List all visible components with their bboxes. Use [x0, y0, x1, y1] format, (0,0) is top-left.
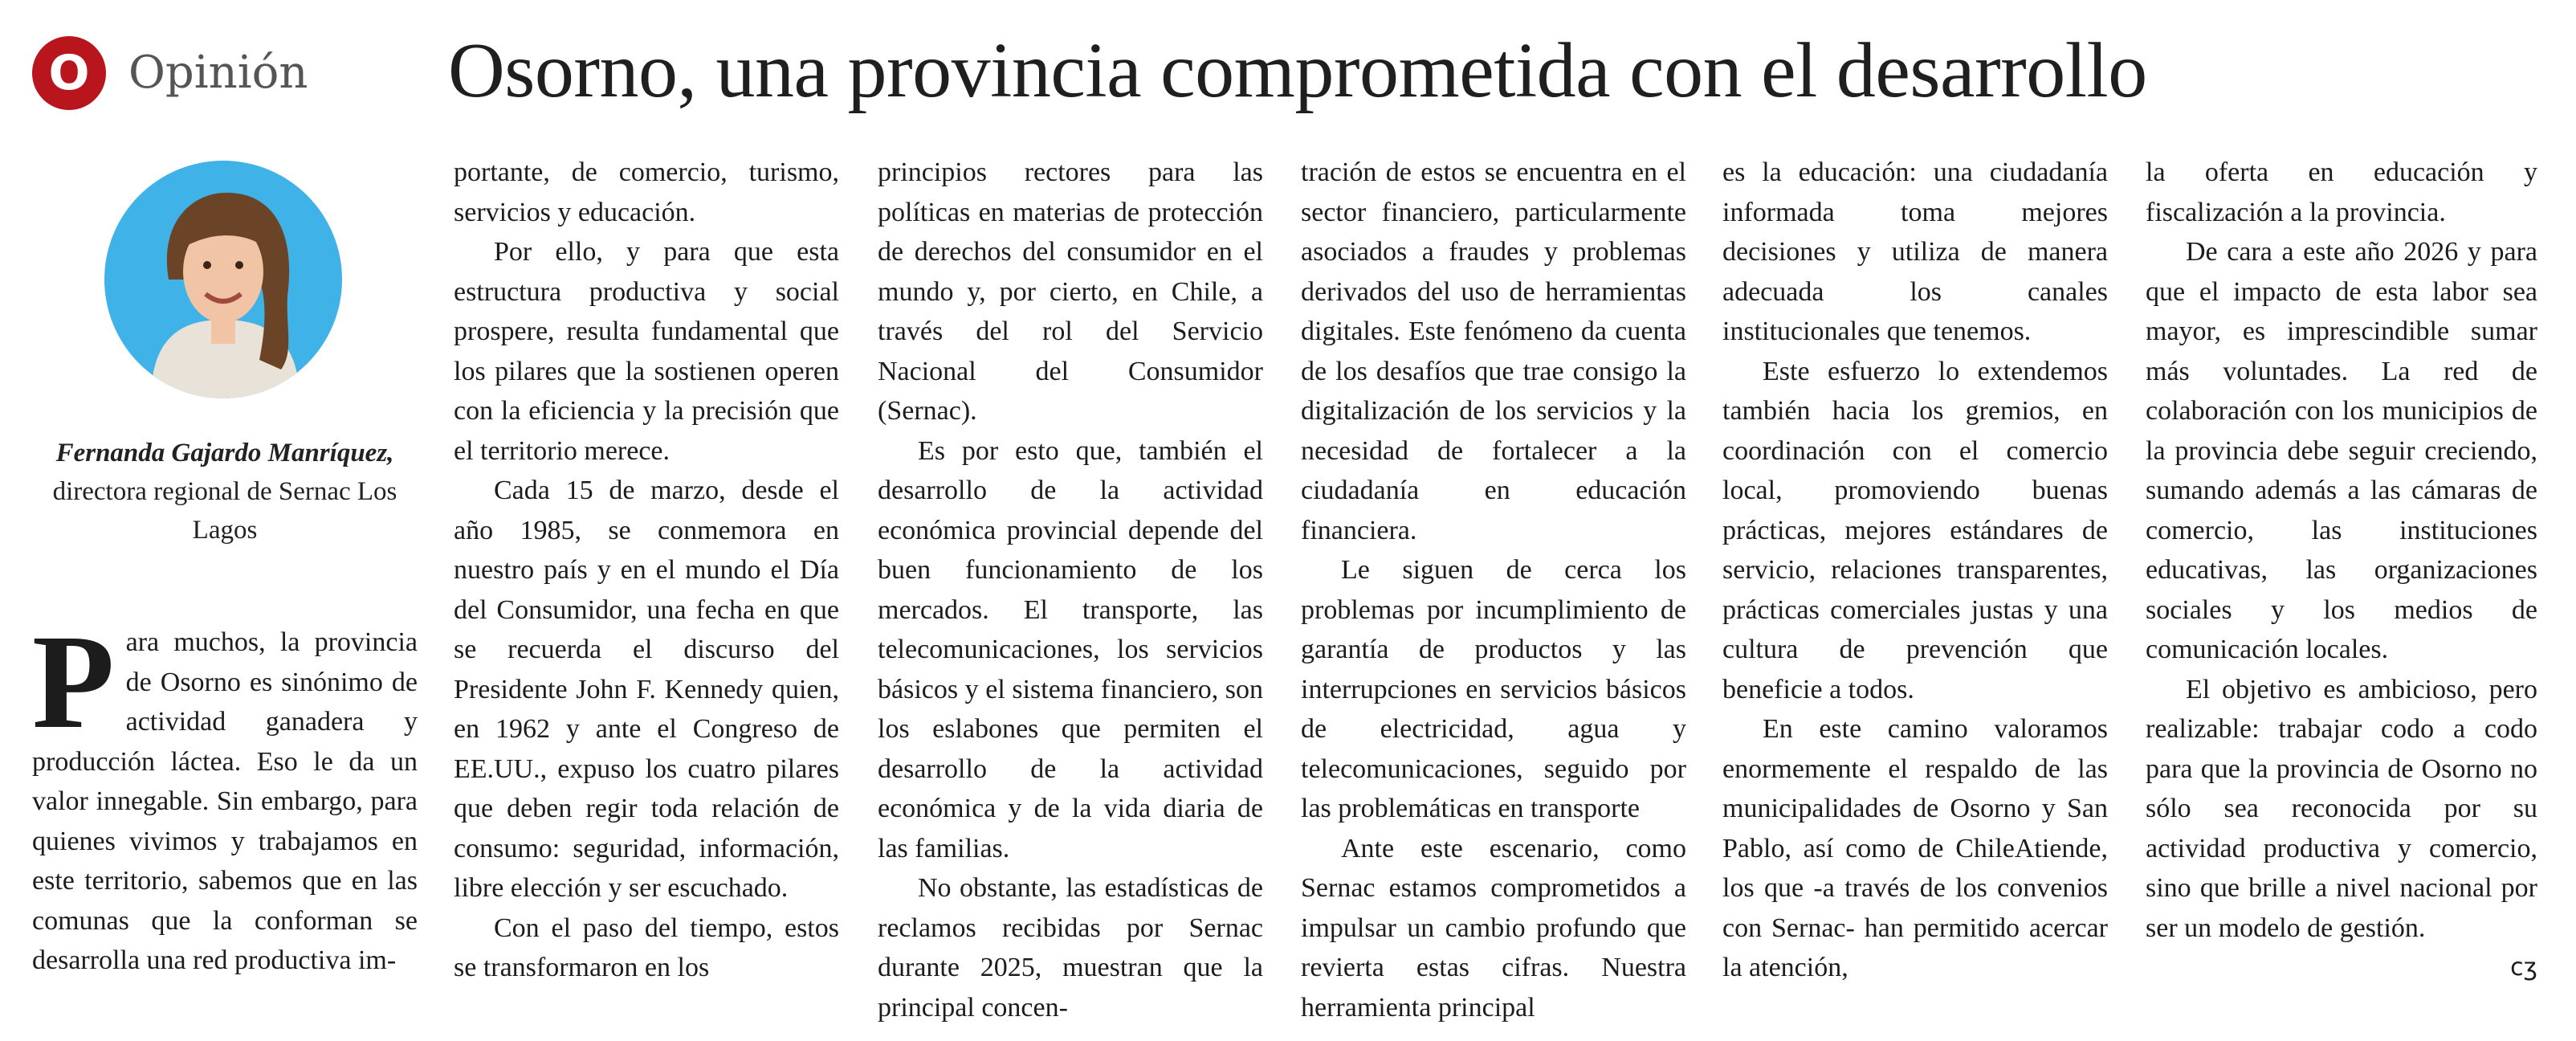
paragraph: Por ello, y para que esta estructura productiva y social prospere, resulta fundamental que los pilares que la sostienen operen con la eficiencia y la precisión que el territorio merece. — [454, 237, 839, 466]
author-name: Fernanda Gajardo Manríquez, — [55, 439, 394, 467]
paragraph: Con el paso del tiempo, estos se transformaron en los — [454, 912, 839, 982]
headline: Osorno, una provincia comprometida con el desarrollo — [448, 27, 2147, 114]
paragraph: tración de estos se encuentra en el sector financiero, particularmente asociados a fraudes y problemas derivados del uso de herramientas digitales. Este fenómeno da cuenta de los desafíos que trae consigo la digitalización de los servicios y la necesidad de fortalecer a la ciudadanía en educación financiera. — [1301, 157, 1686, 545]
paragraph: Ante este escenario, como Sernac estamos comprometidos a impulsar un cambio profundo que revierta estas cifras. Nuestra herramienta principal — [1301, 833, 1686, 1023]
drop-cap: P — [32, 623, 115, 757]
paragraph: principios rectores para las políticas en materias de protección de derechos del consumidor en el mundo y, por cierto, en Chile, a través del rol del Servicio Nacional del Consumidor (Sernac). — [878, 157, 1263, 426]
end-mark-icon: ᴄʒ — [2510, 953, 2537, 982]
paragraph: Cada 15 de marzo, desde el año 1985, se conmemora en nuestro país y en el mundo el Día del Consumidor, una fecha en que se recuerda el discurso del Presidente John F. Kennedy quien, en 1962 y ante el Congreso de EE.UU., expuso los cuatro pilares que deben regir toda relación de consumo: seguridad, información, libre elección y ser escuchado. — [454, 476, 839, 903]
section-label: Opinión — [128, 47, 308, 99]
paragraph: la oferta en educación y fiscalización a la provincia. — [2146, 157, 2537, 227]
paragraph: Le siguen de cerca los problemas por incumplimiento de garantía de productos y las interrupciones en servicios básicos de electricidad, agua y telecomunicaciones, seguido por las problemáticas en transporte — [1301, 555, 1686, 823]
column-4 — [1301, 153, 1686, 1028]
author-portrait — [95, 159, 352, 400]
author-role: directora regional de Sernac Los Lagos — [52, 477, 397, 545]
paragraph: portante, de comercio, turismo, servicios y educación. — [454, 157, 839, 227]
paragraph: El objetivo es ambicioso, pero realizable: trabajar codo a codo para que la provincia de Osorno no sólo sea reconocida por su actividad productiva y comercio, sino que brille a nivel nacional por ser un modelo de gestión. — [2146, 674, 2537, 943]
paragraph: De cara a este año 2026 y para que el impacto de esta labor sea mayor, es imprescindible sumar más voluntades. La red de colaboración con los municipios de la provincia debe seguir creciendo, sumando además a las cámaras de comercio, las instituciones educativas, las organizaciones sociales y los medios de comunicación locales. — [2146, 237, 2537, 664]
column-6 — [2146, 153, 2537, 1028]
paragraph: es la educación: una ciudadanía informada toma mejores decisiones y utiliza de manera adecuada los canales institucionales que tenemos. — [1722, 157, 2108, 346]
column-2 — [454, 153, 839, 1028]
column-5 — [1722, 153, 2108, 1028]
paragraph: Este esfuerzo lo extendemos también hacia los gremios, en coordinación con el comercio local, promoviendo buenas prácticas, mejores estándares de servicio, relaciones transparentes, prácticas comerciales justas y una cultura de prevención que beneficie a todos. — [1722, 356, 2108, 704]
paragraph: En este camino valoramos enormemente el respaldo de las municipalidades de Osorno y San Pablo, así como de ChileAtiende, los que -a través de los convenios con Sernac- han permitido acercar la atención, — [1722, 714, 2108, 982]
paragraph: ara muchos, la provincia de Osorno es sinónimo de actividad ganadera y producción láctea. Eso le da un valor innegable. Sin embargo, para quienes vivimos y trabajamos en este territorio, sabemos que en las comunas que la conforman se desarrolla una red productiva im- — [32, 627, 418, 975]
section-badge: O — [32, 36, 106, 110]
column-1 — [32, 623, 418, 1024]
column-3 — [878, 153, 1263, 1028]
paragraph: No obstante, las estadísticas de reclamos recibidas por Sernac durante 2025, muestran que la principal concen- — [878, 873, 1263, 1023]
author-credit — [32, 434, 418, 549]
paragraph: Es por esto que, también el desarrollo de la actividad económica provincial depende del buen funcionamiento de los mercados. El transporte, las telecomunicaciones, los servicios básicos y el sistema financiero, son los eslabones que permiten el desarrollo de la actividad económica y de la vida diaria de las familias. — [878, 435, 1263, 863]
